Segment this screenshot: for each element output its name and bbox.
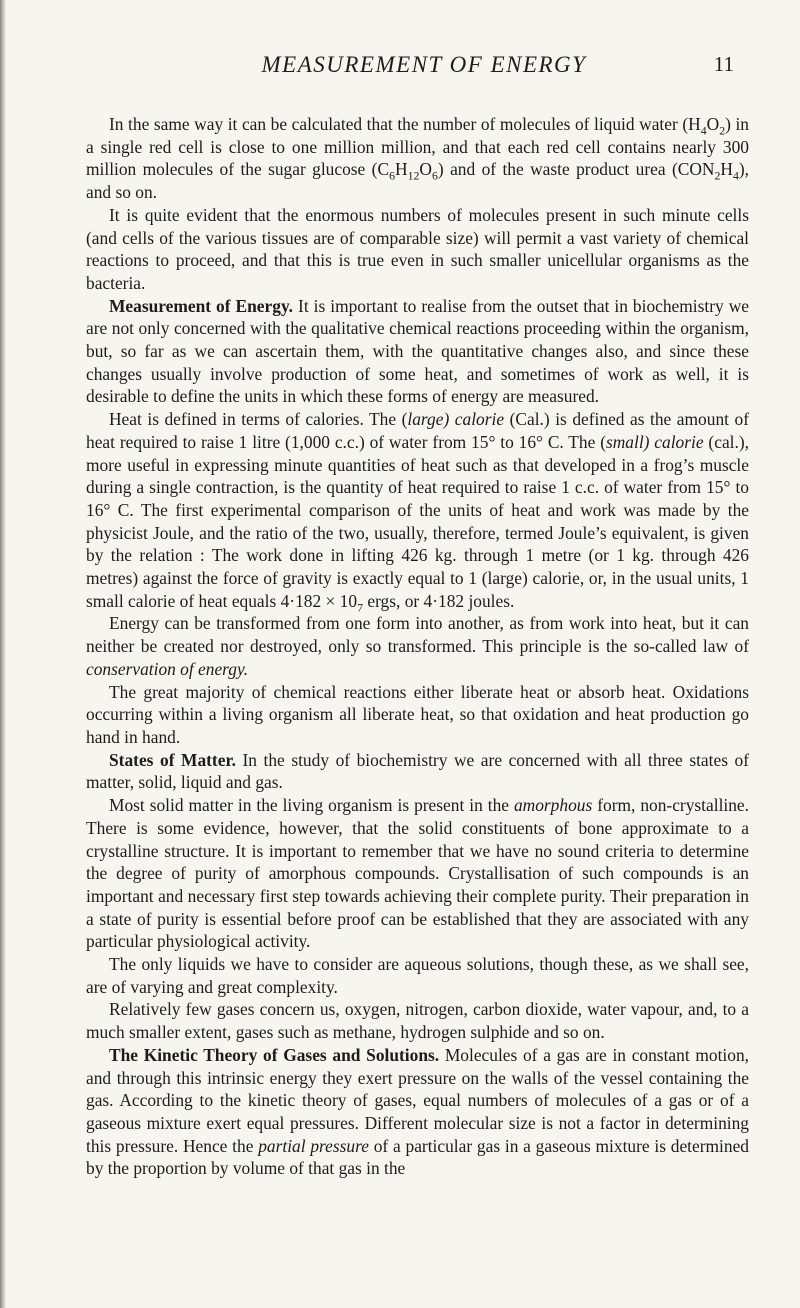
running-title: MEASUREMENT OF ENERGY — [261, 52, 587, 77]
emphasis: amorphous — [513, 795, 593, 816]
text-run: ergs, or 4·182 joules. — [363, 590, 515, 611]
text-run: Heat is defined in terms of calories. The ( — [109, 409, 408, 430]
paragraph — [86, 749, 749, 794]
subscript: 12 — [407, 168, 420, 183]
paragraph — [86, 998, 749, 1043]
paragraph — [86, 612, 749, 680]
paragraph — [86, 408, 749, 615]
paragraph — [86, 113, 749, 204]
text-run: H — [720, 159, 733, 180]
text-run: It is quite evident that the enormous numbers of molecules present in such minute cells (and cells of the various tissues are of comparable size) will permit a vast variety of chemical reactions to proceed, and that this is true even in such smaller unicellular organisms as the bacteria. — [86, 204, 749, 293]
paragraph — [86, 953, 749, 998]
emphasis: small) calorie — [605, 431, 704, 452]
text-run: O — [706, 114, 720, 134]
text-run: (cal.), more useful in expressing minute quantities of heat such as that developed in a frog’s muscle during a single contraction, is the quantity of heat required to raise 1 c.c. of water from 15° to 16° C. The first experimental comparison of the units of heat and work was made by the physicist Joule, and the ratio of the two, usually, therefore, termed Joule’s equivalent, is given by the relation : The work done in lifting 426 kg. through 1 metre (or 1 kg. through 426 metres) against the force of gravity is exactly equal to 1 (large) calorie, or, in the usual units, 1 small calorie of heat equals 4·182 × 10 — [86, 431, 749, 611]
text-run: ) in a single red cell is close to one million million, and that each red cell contains nearly 300 million molecules of the sugar glucose (C — [86, 114, 749, 180]
text-run: ) and of the waste product urea (CON — [437, 159, 715, 180]
text-run: of a particular gas in a gaseous mixture is determined by the proportion by volume of that gas in the — [86, 1135, 749, 1179]
text-run: It is important to realise from the outset that in biochemistry we are not only concerned with the qualitative chemical reactions proceeding within the organism, but, so far as we can ascertain them, with the quantitative changes also, and since these changes usually involve production of some heat, and sometimes of work as well, it is desirable to define the units in which these forms of energy are measured. — [86, 295, 749, 407]
text-run: Molecules of a gas are in constant motion, and through this intrinsic energy they exert pressure on the walls of the vessel containing the gas. According to the kinetic theory of gases, equal numbers of molecules of a gas or of a gaseous mixture exert equal pressures. Different molecular size is not a factor in determining this pressure. Hence the — [86, 1044, 749, 1156]
emphasis: large) calorie — [407, 409, 505, 430]
subscript: 4 — [732, 168, 739, 183]
text-run: ), and so on. — [86, 159, 750, 203]
text-run: O — [419, 159, 432, 180]
body-text — [86, 113, 749, 1180]
paragraph — [86, 204, 749, 295]
text-run: H — [395, 159, 408, 180]
subscript: 7 — [357, 600, 363, 615]
subscript: 6 — [431, 168, 438, 183]
section-heading: Measurement of Energy. — [109, 295, 294, 316]
subscript: 2 — [714, 168, 721, 183]
text-run: Relatively few gases concern us, oxygen, nitrogen, carbon dioxide, water vapour, and, to a much smaller extent, gases such as methane, hydrogen sulphide and so on. — [86, 999, 749, 1043]
page-binding-edge — [0, 0, 6, 1308]
section-heading: The Kinetic Theory of Gases and Solutions. — [109, 1044, 440, 1065]
text-run: In the same way it can be calculated that the number of molecules of liquid water (H — [109, 114, 701, 134]
subscript: 6 — [389, 168, 395, 183]
text-run: (Cal.) is defined as the amount of heat required to raise 1 litre (1,000 c.c.) of water from 15° to 16° C. The ( — [86, 409, 749, 452]
subscript: 2 — [719, 123, 726, 138]
text-run: Energy can be transformed from one form into another, as from work into heat, but it can neither be created nor destroyed, only so transformed. This principle is the so-called law of — [86, 613, 749, 657]
subscript: 4 — [700, 123, 707, 138]
emphasis: conservation of energy. — [86, 658, 249, 679]
text-run: The only liquids we have to consider are aqueous solutions, though these, as we shall see, are of varying and great complexity. — [86, 954, 749, 997]
text-run: In the study of biochemistry we are concerned with all three states of matter, solid, liquid and gas. — [86, 749, 750, 793]
paragraph — [86, 1044, 749, 1180]
section-heading: States of Matter. — [109, 749, 236, 770]
running-head — [114, 52, 734, 92]
emphasis: partial pressure — [258, 1135, 369, 1156]
text-run: Most solid matter in the living organism is present in the — [109, 795, 514, 816]
paragraph — [86, 681, 749, 749]
paragraph — [86, 295, 749, 409]
text-run: form, non-crystalline. There is some evidence, however, that the solid constituents of bone approximate to a crystalline structure. It is important to remember that we have no sound criteria to determine the degree of purity of amorphous compounds. Crystallisation of such compounds is an important and necessary first step towards achieving their complete purity. Their preparation in a state of purity is essential before proof can be established that they are associated with any particular physiological activity. — [86, 795, 749, 952]
text-run: The great majority of chemical reactions either liberate heat or absorb heat. Oxidations occurring within a living organism all liberate heat, so that oxidation and heat production go hand in hand. — [86, 681, 749, 747]
paragraph — [86, 794, 749, 953]
page-number: 11 — [713, 52, 734, 76]
